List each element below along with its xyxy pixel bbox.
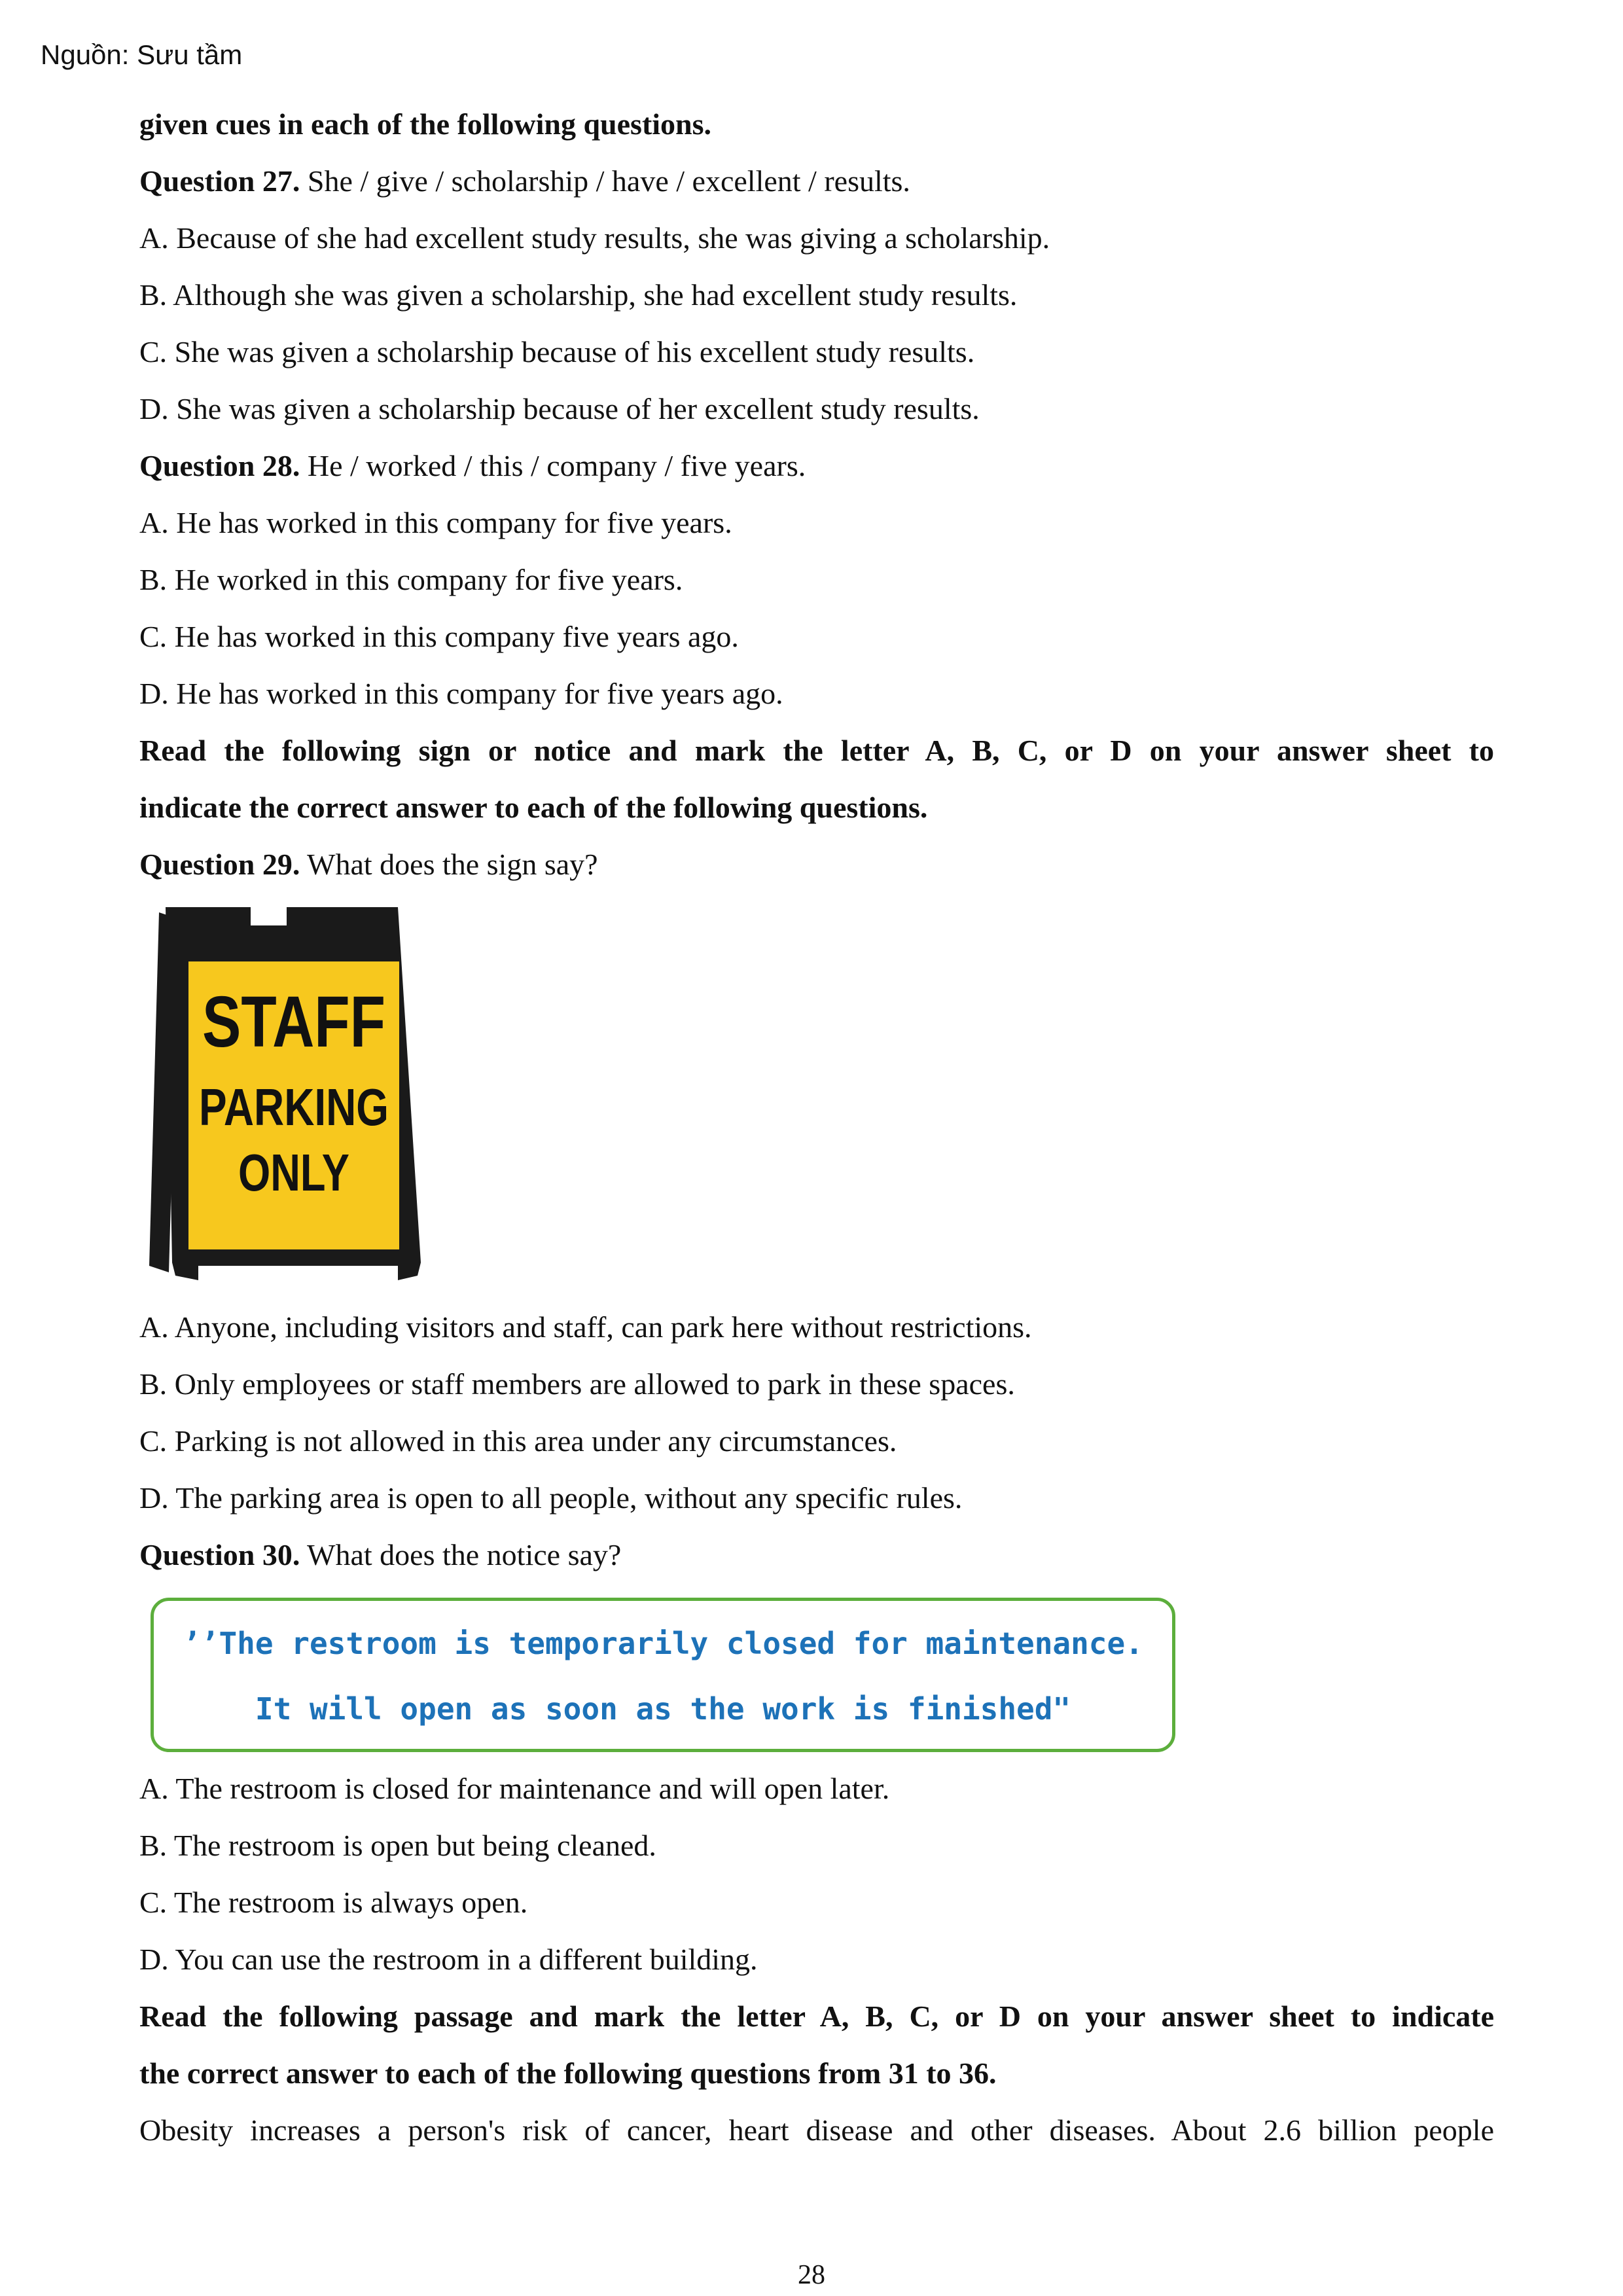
q30-option-a: A. The restroom is closed for maintenance and will open later. <box>139 1772 890 1805</box>
q27-option-d: D. She was given a scholarship because of her excellent study results. <box>139 392 980 425</box>
q28-option-d: D. He has worked in this company for five years ago. <box>139 677 783 710</box>
q27-option-a: A. Because of she had excellent study results, she was giving a scholarship. <box>139 221 1050 255</box>
question-29 <box>139 836 1494 893</box>
passage-first-line: Obesity increases a person's risk of cancer, heart disease and other diseases. About 2.6 billion people <box>139 2113 1494 2147</box>
question-label: Question 27. <box>139 164 300 198</box>
instruction-tail: given cues in each of the following questions. <box>139 107 712 141</box>
question-label: Question 30. <box>139 1538 300 1571</box>
notice-line-1: ’’The restroom is temporarily closed for maintenance. <box>183 1626 1143 1661</box>
question-label: Question 28. <box>139 449 300 482</box>
sign-figure <box>139 893 1494 1299</box>
q27-option-c: C. She was given a scholarship because of his excellent study results. <box>139 335 975 368</box>
notice-figure <box>139 1583 1494 1760</box>
question-prompt: He / worked / this / company / five years. <box>300 449 806 482</box>
question-30 <box>139 1526 1494 1583</box>
q30-option-c: C. The restroom is always open. <box>139 1886 528 1919</box>
section-instruction-passage: Read the following passage and mark the letter A, B, C, or D on your answer sheet to indicate <box>139 2000 1494 2033</box>
question-prompt: She / give / scholarship / have / excellent / results. <box>300 164 910 198</box>
sign-text-only: ONLY <box>238 1143 349 1202</box>
page-number: 28 <box>798 2260 825 2290</box>
question-28 <box>139 437 1494 494</box>
q28-option-a: A. He has worked in this company for five years. <box>139 506 732 539</box>
page-content <box>139 96 1494 2159</box>
q30-option-b: B. The restroom is open but being cleaned. <box>139 1829 656 1862</box>
q29-option-c: C. Parking is not allowed in this area under any circumstances. <box>139 1424 897 1458</box>
sign-text-parking: PARKING <box>199 1078 389 1136</box>
notice-line-2: It will open as soon as the work is finished" <box>255 1691 1071 1727</box>
section-instruction-passage-cont: the correct answer to each of the following questions from 31 to 36. <box>139 2056 997 2090</box>
q29-option-b: B. Only employees or staff members are allowed to park in these spaces. <box>139 1367 1015 1401</box>
q30-option-d: D. You can use the restroom in a different building. <box>139 1943 758 1976</box>
q27-option-b: B. Although she was given a scholarship, she had excellent study results. <box>139 278 1018 312</box>
question-27 <box>139 152 1494 209</box>
q29-option-a: A. Anyone, including visitors and staff, can park here without restrictions. <box>139 1310 1032 1344</box>
section-instruction-signs: Read the following sign or notice and mark the letter A, B, C, or D on your answer sheet to <box>139 734 1494 767</box>
question-prompt: What does the sign say? <box>300 848 598 881</box>
q29-option-d: D. The parking area is open to all people, without any specific rules. <box>139 1481 963 1515</box>
source-note: Nguồn: Sưu tầm <box>41 39 243 70</box>
question-label: Question 29. <box>139 848 300 881</box>
q28-option-b: B. He worked in this company for five years. <box>139 563 683 596</box>
section-instruction-signs-cont: indicate the correct answer to each of the following questions. <box>139 791 928 824</box>
restroom-notice-box <box>151 1598 1175 1752</box>
q28-option-c: C. He has worked in this company five years ago. <box>139 620 739 653</box>
question-prompt: What does the notice say? <box>300 1538 622 1571</box>
staff-parking-sign <box>139 899 427 1292</box>
sign-text-staff: STAFF <box>202 982 385 1062</box>
